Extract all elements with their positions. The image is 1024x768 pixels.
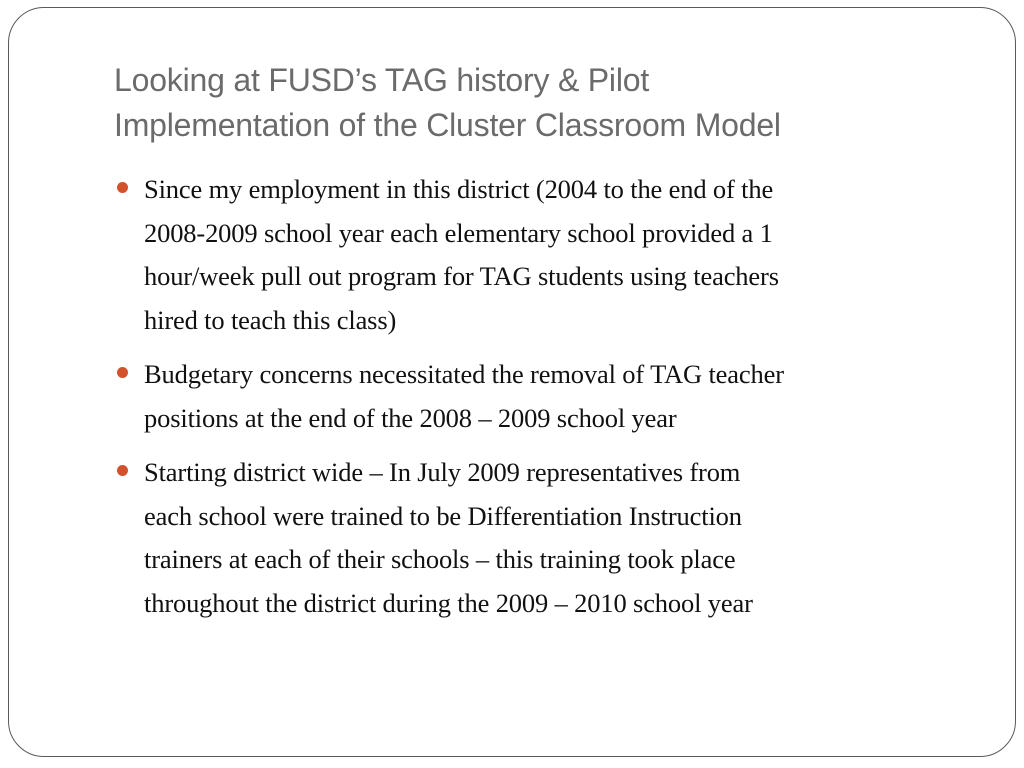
bullet-line: each school were trained to be Differentiation Instruction xyxy=(144,500,742,531)
title-line: Implementation of the Cluster Classroom Model xyxy=(114,107,781,143)
bullet-line: hour/week pull out program for TAG students using teachers xyxy=(144,261,779,291)
bullet-line: throughout the district during the 2009 – 2010 school year xyxy=(144,587,753,618)
bullet-line: Starting district wide – In July 2009 representatives from xyxy=(144,457,741,487)
bullet-line: hired to teach this class) xyxy=(144,304,397,335)
bullet-dot-icon xyxy=(117,465,128,476)
bullet-dot-icon xyxy=(117,182,128,193)
bullet-text xyxy=(144,451,984,625)
bullet-dot-icon xyxy=(117,367,128,378)
bullet-item xyxy=(114,168,984,342)
bullet-item xyxy=(114,353,984,440)
bullet-list xyxy=(114,168,984,636)
bullet-text xyxy=(144,353,984,440)
title-line: Looking at FUSD’s TAG history & Pilot xyxy=(114,62,650,98)
bullet-text xyxy=(144,168,984,342)
bullet-line: Since my employment in this district (2004 to the end of the xyxy=(144,174,774,204)
bullet-line: Budgetary concerns necessitated the removal of TAG teacher xyxy=(144,359,784,389)
slide-title xyxy=(114,58,974,148)
bullet-item xyxy=(114,451,984,625)
bullet-line: 2008-2009 school year each elementary school provided a 1 xyxy=(144,217,773,248)
bullet-line: trainers at each of their schools – this training took place xyxy=(144,544,736,574)
bullet-line: positions at the end of the 2008 – 2009 school year xyxy=(144,402,677,433)
